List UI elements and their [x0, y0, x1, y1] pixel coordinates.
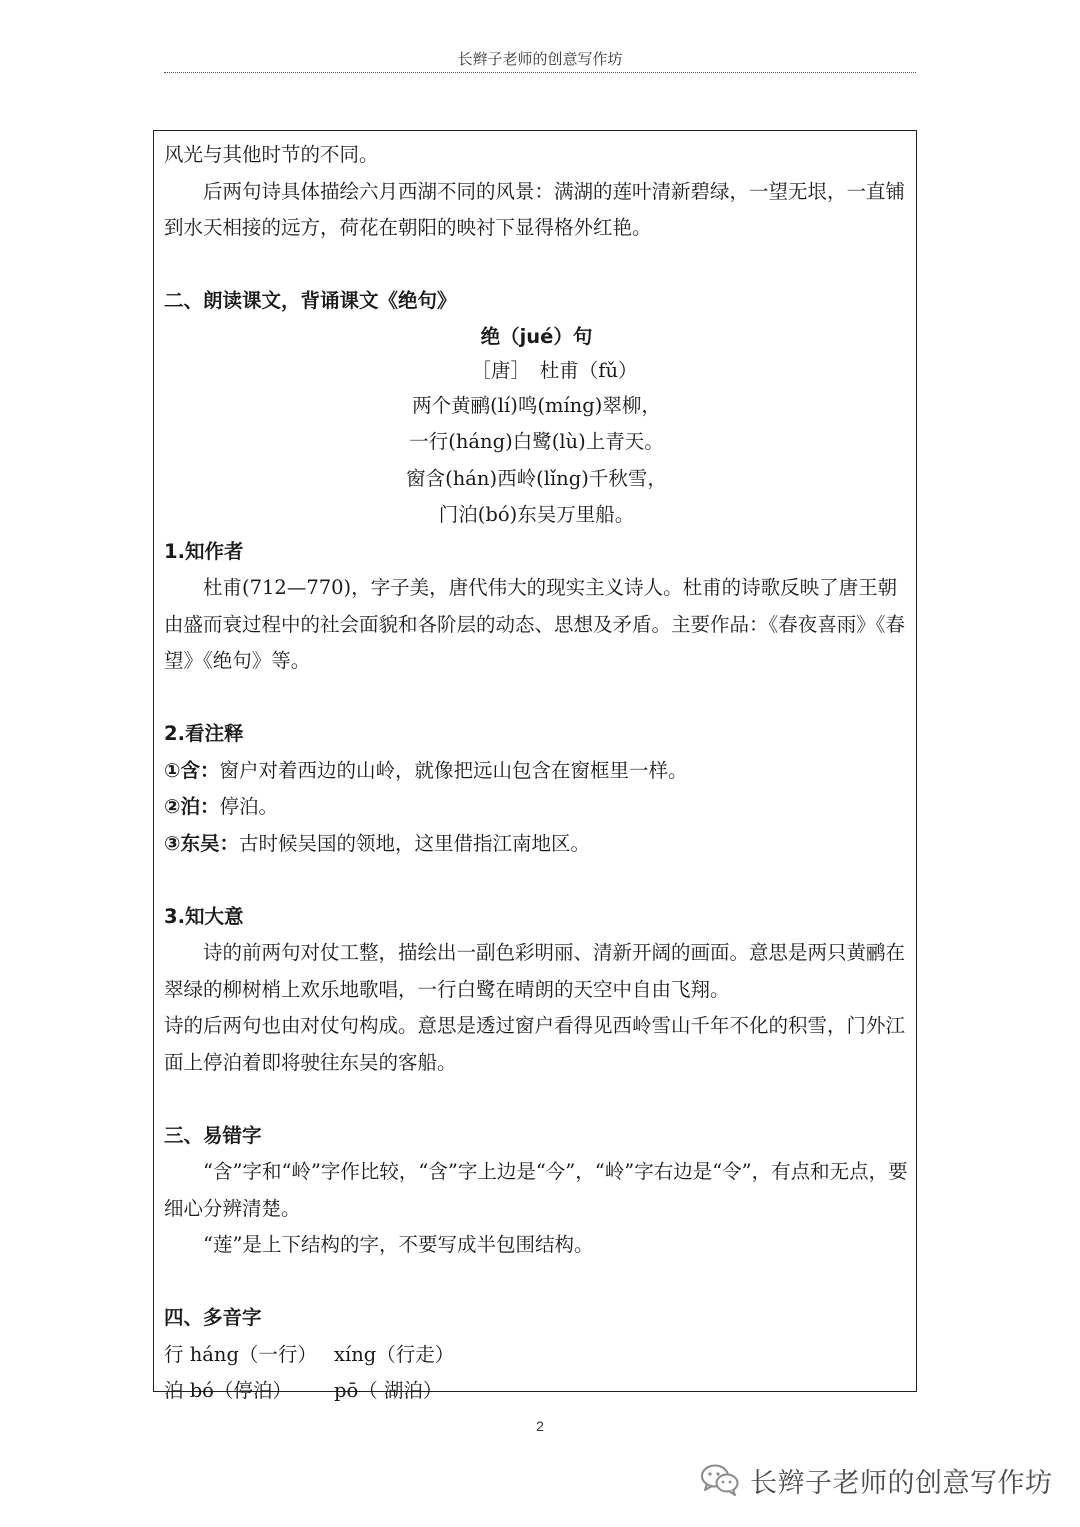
poem-title: 绝（jué）句: [480, 324, 593, 348]
meaning-paragraph-2: 诗的后两句也由对仗句构成。意思是透过窗户看得见西岭雪山千年不化的积雪，门外江面上停泊着即将驶往东吴的客船。: [164, 1014, 906, 1074]
poem-line: 两个黄鹂(lí)鸣(míng)翠柳，: [412, 393, 661, 417]
polyphone-reading-a: 泊 bó（停泊）: [164, 1379, 292, 1402]
poem-line: 一行(háng)白鹭(lù)上青天。: [409, 430, 664, 453]
note-text: 古时候吴国的领地，这里借指江南地区。: [239, 831, 591, 855]
polyphone-row: [164, 1373, 909, 1410]
document-body: [164, 137, 909, 1410]
intro-paragraph: 后两句诗具体描绘六月西湖不同的风景：满湖的莲叶清新碧绿，一望无垠，一直铺到水天相接的远方，荷花在朝阳的映衬下显得格外红艳。: [164, 179, 906, 239]
poem-line: 门泊(bó)东吴万里船。: [438, 503, 635, 526]
note-item: [164, 789, 909, 826]
typo-paragraph-1: “含”字和“岭”字作比较，“含”字上边是“今”，“岭”字右边是“令”，有点和无点，要细心分辨清楚。: [164, 1160, 908, 1220]
poem-author: ［唐］ 杜甫（fǔ）: [471, 358, 638, 382]
page-number: 2: [536, 1418, 544, 1434]
watermark-text: 长辫子老师的创意写作坊: [750, 1467, 1053, 1499]
note-text: 停泊。: [219, 795, 279, 818]
polyphone-row: [164, 1337, 909, 1374]
note-term: ①含：: [164, 758, 220, 782]
meaning-paragraph-1: 诗的前两句对仗工整，描绘出一副色彩明丽、清新开阔的画面。意思是两只黄鹂在翠绿的柳树梢上欢乐地歌唱，一行白鹭在晴朗的天空中自由飞翔。: [164, 941, 906, 1001]
note-text: 窗户对着西边的山岭，就像把远山包含在窗框里一样。: [219, 758, 688, 782]
page-header: 长辫子老师的创意写作坊: [457, 50, 623, 68]
author-paragraph: 杜甫(712—770)，字子美，唐代伟大的现实主义诗人。杜甫的诗歌反映了唐王朝由盛而衰过程中的社会面貌和各阶层的动态、思想及矛盾。主要作品：《春夜喜雨》《春望》《绝句》等。: [164, 576, 906, 672]
header-divider: [164, 72, 916, 73]
intro-line: 风光与其他时节的不同。: [164, 143, 379, 166]
subheading-meaning: 3.知大意: [164, 904, 244, 928]
polyphone-reading-b: xíng（行走）: [334, 1342, 455, 1366]
note-term: ②泊：: [164, 795, 220, 818]
section-heading-polyphones: 四、多音字: [164, 1306, 262, 1329]
poem-line: 窗含(hán)西岭(lǐng)千秋雪，: [406, 466, 667, 490]
subheading-notes: 2.看注释: [164, 722, 244, 745]
wechat-icon: [700, 1463, 740, 1497]
note-item: [164, 753, 909, 790]
poem: [164, 320, 909, 534]
polyphone-reading-b: pō（ 湖泊）: [334, 1379, 443, 1402]
section-heading-recite: 二、朗读课文，背诵课文《绝句》: [164, 289, 457, 312]
note-item: [164, 826, 909, 863]
watermark: [700, 1458, 1053, 1502]
section-heading-typos: 三、易错字: [164, 1123, 262, 1147]
subheading-author: 1.知作者: [164, 539, 244, 563]
typo-paragraph-2: “莲”是上下结构的字，不要写成半包围结构。: [203, 1233, 594, 1256]
note-term: ③东吴：: [164, 831, 240, 855]
polyphone-reading-a: 行 háng（一行）: [164, 1342, 317, 1366]
